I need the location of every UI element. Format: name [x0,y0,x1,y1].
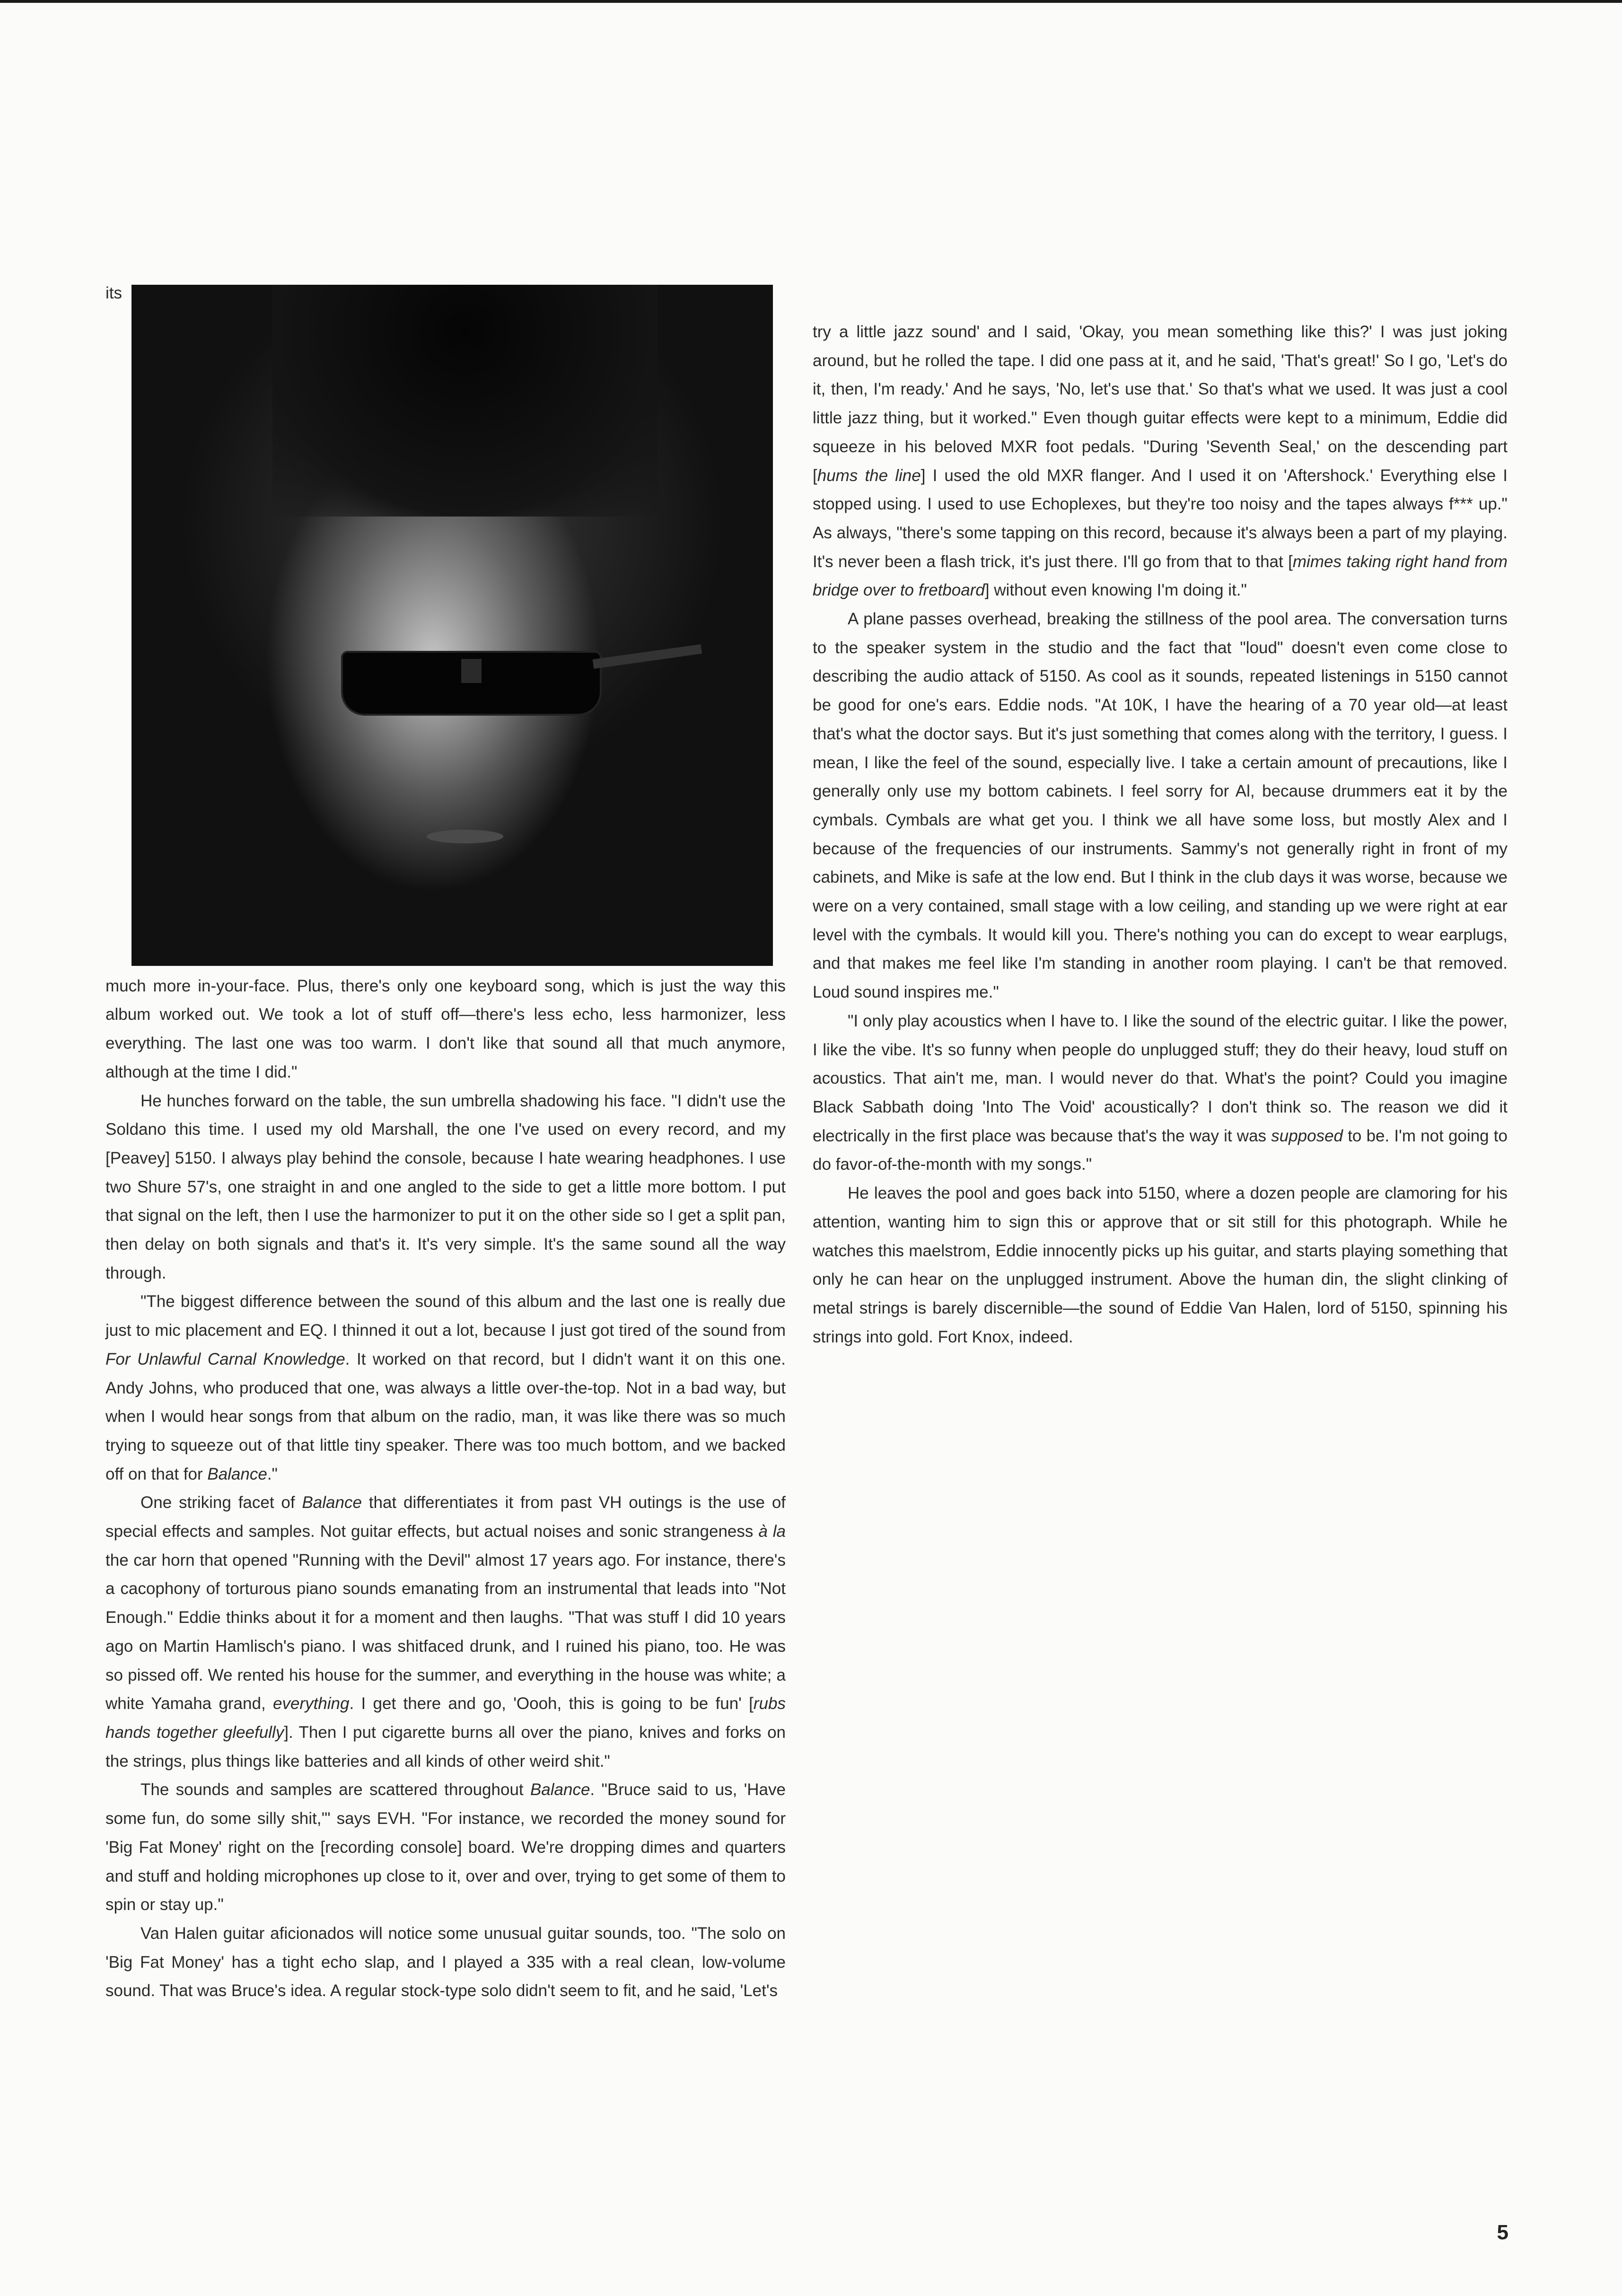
stage-direction: rubs hands together gleefully [105,1694,786,1742]
paragraph: "The biggest difference between the sound of this album and the last one is really due just to mic placement and EQ. I thinned it out a lot, because I just got tired of the sound from For Unlawful Carnal Knowledge. It worked on that record, but I didn't want it on this one. Andy Johns, who produced that one, was always a little over-the-top. Not in a bad way, but when I would hear songs from that album on the radio, man, it was like there was so much trying to squeeze out of that little tiny speaker. There was too much bottom, and we backed off on that for Balance." [105,1292,786,1483]
eddie-van-halen-photo [132,285,773,966]
paragraph: The sounds and samples are scattered throughout Balance. "Bruce said to us, 'Have some fun, do some silly shit,'" says EVH. "For instance, we recorded the money sound for 'Big Fat Money' right on the [recording console] board. We're dropping dimes and quarters and stuff and holding microphones up close to it, over and over, trying to get some of them to spin or stay up." [105,1780,786,1914]
paragraph: He hunches forward on the table, the sun umbrella shadowing his face. "I didn't use the Soldano this time. I used my old Marshall, the one I've used on every record, and my [Peavey] 5150. I always play behind the console, because I hate wearing headphones. I use two Shure 57's, one straight in and one angled to the side to get a little more bottom. I put that signal on the left, then I use the harmonizer to put it on the other side so I get a split pan, then delay on both signals and that's it. It's very simple. It's the same sound all the way through. [105,1091,786,1282]
paragraph: He leaves the pool and goes back into 5150, where a dozen people are clamoring for his attention, wanting him to sign this or approve that or sit still for this photograph. While he watches this maelstrom, Eddie innocently picks up his guitar, and starts playing something that only he can hear on the unplugged instrument. Above the human din, the slight clinking of metal strings is barely discernible—the sound of Eddie Van Halen, lord of 5150, spinning his strings into gold. Fort Knox, indeed. [813,1184,1508,1346]
sunglasses [343,653,599,714]
stage-direction: hums the line [817,466,921,485]
paragraph: "I only play acoustics when I have to. I like the sound of the electric guitar. I like the power, I like the vibe. It's so funny when people do unplugged stuff; they do their heavy, loud stuff on acoustics. That ain't me, man. I would never do that. What's the point? Could you imagine Black Sabbath doing 'Into The Void' acoustically? I don't think so. The reason we did it electrically in the first place was because that's the way it was supposed to be. I'm not going to do favor-of-the-month with my songs." [813,1011,1508,1174]
album-title: Balance [207,1464,267,1483]
stage-direction: mimes taking right hand from bridge over to fretboard [813,552,1508,600]
paragraph: One striking facet of Balance that differentiates it from past VH outings is the use of special effects and samples. Not guitar effects, but actual noises and sonic strangeness à la the car horn that opened "Running with the Devil" almost 17 years ago. For instance, there's a cacophony of torturous piano sounds emanating from an instrumental that leads into "Not Enough." Eddie thinks about it for a moment and then laughs. "That was stuff I did 10 years ago on Martin Hamlisch's piano. I was shitfaced drunk, and I ruined his piano, too. He was so pissed off. We rented his house for the summer, and everything in the house was white; a white Yamaha grand, everything. I get there and go, 'Oooh, this is going to be fun' [rubs hands together gleefully]. Then I put cigarette burns all over the piano, knives and forks on the strings, plus things like batteries and all kinds of other weird shit." [105,1493,786,1770]
hair-shadow [272,285,658,517]
mouth-shadow [427,830,504,843]
album-title: For Unlawful Carnal Knowledge [105,1350,345,1368]
left-column [105,279,786,2006]
paragraph: Van Halen guitar aficionados will notice some unusual guitar sounds, too. "The solo on 'Big Fat Money' has a tight echo slap, and I played a 335 with a real clean, low-volume sound. That was Bruce's idea. A regular stock-type solo didn't seem to fit, and he said, 'Let's [105,1924,786,2000]
paragraph: its much more in-your-face. Plus, there's only one keyboard song, which is just the way this album worked out. We took a lot of stuff off—there's less echo, less harmonizer, less everything. The last one was too warm. I don't like that sound all that much anymore, although at the time I did." [105,284,786,1081]
sunglasses-temple [593,644,702,669]
top-rule [0,0,1622,3]
album-title: Balance [530,1780,590,1799]
paragraph: try a little jazz sound' and I said, 'Okay, you mean something like this?' I was just joking around, but he rolled the tape. I did one pass at it, and he said, 'That's great!' So I go, 'Let's do it, then, I'm ready.' And he says, 'No, let's use that.' So that's what we used. It was just a cool little jazz thing, but it worked." Even though guitar effects were kept to a minimum, Eddie did squeeze in his beloved MXR foot pedals. "During 'Seventh Seal,' on the descending part [hums the line] I used the old MXR flanger. And I used it on 'Aftershock.' Everything else I stopped using. I used to use Echoplexes, but they're too noisy and the tapes always f*** up." As always, "there's some tapping on this record, because it's always been a part of my playing. It's never been a flash trick, it's just there. I'll go from that to that [mimes taking right hand from bridge over to fretboard] without even knowing I'm doing it." [813,323,1508,600]
right-column [813,318,1508,1351]
paragraph: A plane passes overhead, breaking the stillness of the pool area. The conversation turns to the speaker system in the studio and the fact that "loud" doesn't even come close to describing the audio attack of 5150. As cool as it sounds, repeated listenings in 5150 cannot be good for one's ears. Eddie nods. "At 10K, I have the hearing of a 70 year old—at least that's what the doctor says. But it's just something that comes along with the territory, I guess. I mean, I like the feel of the sound, especially live. I take a certain amount of precautions, like I generally only use my bottom cabinets. I feel sorry for Al, because drummers eat it by the cymbals. Cymbals are what get you. I think we all have some loss, but mostly Alex and I because of the frequencies of our instruments. Sammy's not generally right in front of my cabinets, and Mike is safe at the low end. But I think in the club days it was worse, because we were on a very contained, small stage with a low ceiling, and standing up we were right at ear level with the cymbals. It would kill you. There's nothing you can do except to wear earplugs, and that makes me feel like I'm standing in another room playing. I can't be that removed. Loud sound inspires me." [813,610,1508,1002]
album-title: Balance [302,1493,362,1512]
page-number: 5 [1497,2221,1508,2244]
